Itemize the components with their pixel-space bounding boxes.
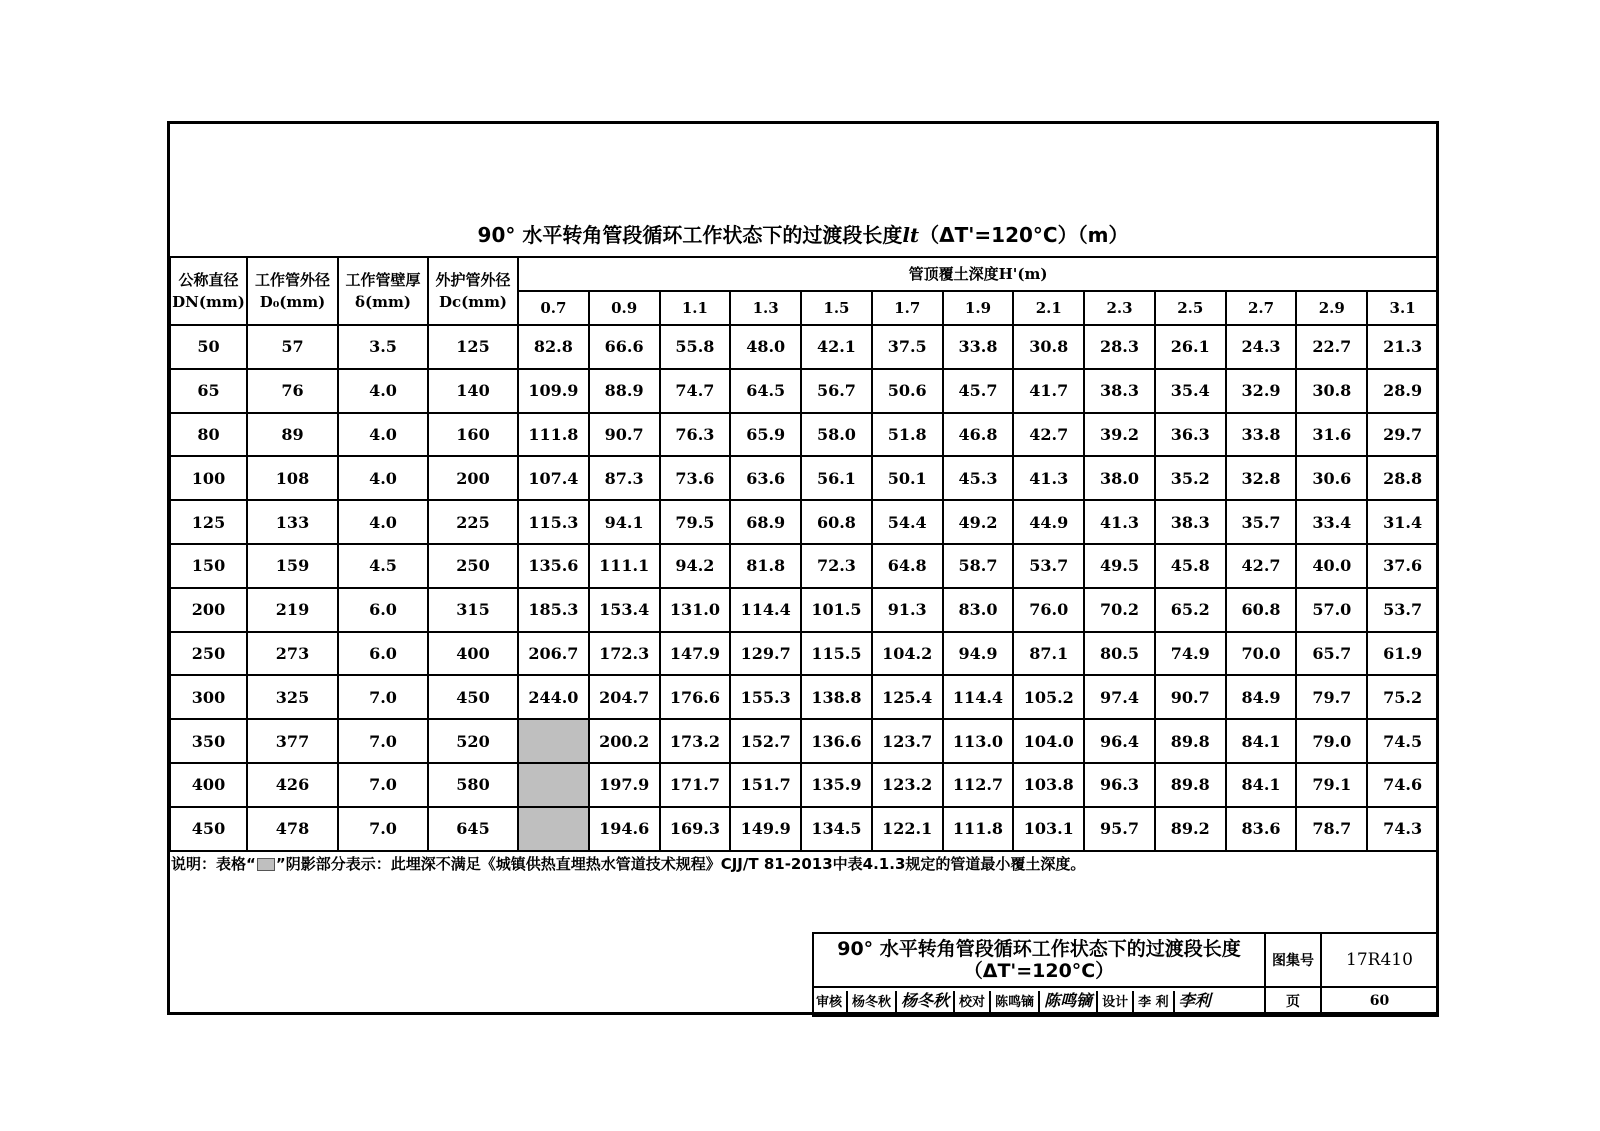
cell-length: 45.8	[1155, 544, 1226, 588]
cell-dc: 125	[428, 325, 518, 369]
cell-length: 173.2	[660, 719, 731, 763]
cell-do: 325	[247, 675, 338, 719]
cell-do: 273	[247, 632, 338, 676]
cell-length: 134.5	[801, 807, 872, 851]
cell-length: 101.5	[801, 588, 872, 632]
cell-length: 84.9	[1226, 675, 1297, 719]
cell-length: 28.3	[1084, 325, 1155, 369]
page-label: 页	[1265, 987, 1321, 1016]
cell-length: 49.5	[1084, 544, 1155, 588]
atlas-code: 17R410	[1321, 933, 1438, 987]
cell-length: 54.4	[872, 500, 943, 544]
cell-do: 478	[247, 807, 338, 851]
cell-length: 115.5	[801, 632, 872, 676]
cell-dn: 200	[170, 588, 247, 632]
cell-length: 135.9	[801, 763, 872, 807]
cell-length: 84.1	[1226, 719, 1297, 763]
cell-length: 89.2	[1155, 807, 1226, 851]
title-block	[812, 932, 1439, 1017]
cell-length: 78.7	[1296, 807, 1367, 851]
cell-length: 125.4	[872, 675, 943, 719]
cell-length: 76.3	[660, 413, 731, 457]
cell-length: 60.8	[1226, 588, 1297, 632]
cell-length: 31.6	[1296, 413, 1367, 457]
cell-length: 30.8	[1296, 369, 1367, 413]
note-text-after: ”阴影部分表示：此埋深不满足《城镇供热直埋热水管道技术规程》CJJ/T 81-2013中表4.1.3规定的管道最小覆土深度。	[275, 855, 1086, 873]
cell-length: 38.3	[1084, 369, 1155, 413]
cell-length: 244.0	[518, 675, 589, 719]
cell-length: 79.5	[660, 500, 731, 544]
cell-length: 114.4	[943, 675, 1014, 719]
shade-swatch	[257, 858, 275, 871]
cell-dn: 65	[170, 369, 247, 413]
cell-length: 149.9	[730, 807, 801, 851]
cell-length: 56.7	[801, 369, 872, 413]
cell-length: 114.4	[730, 588, 801, 632]
cell-length: 35.2	[1155, 456, 1226, 500]
cell-dn: 300	[170, 675, 247, 719]
header-do: 工作管外径D₀(mm)	[247, 257, 338, 325]
cell-length: 138.8	[801, 675, 872, 719]
cell-length: 38.3	[1155, 500, 1226, 544]
header-depth: 2.7	[1226, 291, 1297, 325]
cell-length: 200.2	[589, 719, 660, 763]
atlas-label: 图集号	[1265, 933, 1321, 987]
cell-length: 65.9	[730, 413, 801, 457]
header-dn: 公称直径DN(mm)	[170, 257, 247, 325]
cell-length: 96.4	[1084, 719, 1155, 763]
table-row	[170, 325, 1438, 369]
cell-length: 60.8	[801, 500, 872, 544]
cell-length: 79.1	[1296, 763, 1367, 807]
cell-wall: 4.0	[338, 413, 428, 457]
cell-dn: 400	[170, 763, 247, 807]
cell-do: 377	[247, 719, 338, 763]
cell-length: 26.1	[1155, 325, 1226, 369]
cell-length: 151.7	[730, 763, 801, 807]
header-depth: 0.7	[518, 291, 589, 325]
cell-length: 42.7	[1013, 413, 1084, 457]
header-wall: 工作管壁厚δ(mm)	[338, 257, 428, 325]
cell-do: 76	[247, 369, 338, 413]
cell-length: 104.2	[872, 632, 943, 676]
shaded-cell	[518, 807, 589, 851]
table-row	[170, 413, 1438, 457]
cell-length: 40.0	[1296, 544, 1367, 588]
table-row	[170, 369, 1438, 413]
cell-length: 72.3	[801, 544, 872, 588]
cell-length: 31.4	[1367, 500, 1438, 544]
cell-length: 70.0	[1226, 632, 1297, 676]
cell-dc: 580	[428, 763, 518, 807]
header-depth: 1.1	[660, 291, 731, 325]
check-label: 校对	[959, 995, 986, 1010]
title-block-line2: （ΔT'=120°C）	[963, 960, 1115, 982]
cell-length: 135.6	[518, 544, 589, 588]
cell-length: 79.0	[1296, 719, 1367, 763]
cell-dn: 350	[170, 719, 247, 763]
cell-length: 94.9	[943, 632, 1014, 676]
cell-length: 83.0	[943, 588, 1014, 632]
table-row	[170, 675, 1438, 719]
cell-length: 89.8	[1155, 719, 1226, 763]
page-number: 60	[1321, 987, 1438, 1016]
cell-wall: 4.0	[338, 369, 428, 413]
cell-length: 49.2	[943, 500, 1014, 544]
cell-length: 81.8	[730, 544, 801, 588]
cell-length: 28.8	[1367, 456, 1438, 500]
table-row	[170, 456, 1438, 500]
cell-dn: 50	[170, 325, 247, 369]
cell-length: 35.4	[1155, 369, 1226, 413]
cell-length: 105.2	[1013, 675, 1084, 719]
cell-length: 95.7	[1084, 807, 1155, 851]
cell-length: 123.2	[872, 763, 943, 807]
cell-wall: 3.5	[338, 325, 428, 369]
cell-length: 48.0	[730, 325, 801, 369]
header-depth: 1.7	[872, 291, 943, 325]
cell-length: 65.2	[1155, 588, 1226, 632]
header-depth: 2.9	[1296, 291, 1367, 325]
cell-length: 111.1	[589, 544, 660, 588]
cell-length: 197.9	[589, 763, 660, 807]
cell-length: 41.3	[1084, 500, 1155, 544]
cell-dc: 160	[428, 413, 518, 457]
cell-length: 64.5	[730, 369, 801, 413]
cell-dc: 450	[428, 675, 518, 719]
cell-length: 172.3	[589, 632, 660, 676]
shaded-cell	[518, 719, 589, 763]
cell-length: 42.1	[801, 325, 872, 369]
cell-length: 58.7	[943, 544, 1014, 588]
cell-do: 108	[247, 456, 338, 500]
cell-length: 129.7	[730, 632, 801, 676]
cell-length: 50.6	[872, 369, 943, 413]
table-row	[170, 588, 1438, 632]
cell-length: 83.6	[1226, 807, 1297, 851]
cell-length: 38.0	[1084, 456, 1155, 500]
cell-length: 82.8	[518, 325, 589, 369]
designer-signature: 李利	[1178, 991, 1211, 1010]
cell-length: 51.8	[872, 413, 943, 457]
cell-length: 147.9	[660, 632, 731, 676]
cell-length: 50.1	[872, 456, 943, 500]
cell-wall: 7.0	[338, 719, 428, 763]
cell-length: 41.7	[1013, 369, 1084, 413]
cell-length: 70.2	[1084, 588, 1155, 632]
cell-length: 63.6	[730, 456, 801, 500]
cell-length: 87.3	[589, 456, 660, 500]
cell-length: 33.4	[1296, 500, 1367, 544]
cell-length: 74.7	[660, 369, 731, 413]
cell-length: 80.5	[1084, 632, 1155, 676]
table-row	[170, 544, 1438, 588]
cell-dn: 125	[170, 500, 247, 544]
cell-length: 123.7	[872, 719, 943, 763]
cell-wall: 7.0	[338, 763, 428, 807]
cell-length: 90.7	[1155, 675, 1226, 719]
cell-length: 58.0	[801, 413, 872, 457]
cell-length: 112.7	[943, 763, 1014, 807]
cell-length: 46.8	[943, 413, 1014, 457]
table-row	[170, 632, 1438, 676]
title-symbol: lt	[902, 223, 920, 247]
cell-length: 42.7	[1226, 544, 1297, 588]
cell-length: 89.8	[1155, 763, 1226, 807]
cell-wall: 6.0	[338, 632, 428, 676]
transition-length-table	[169, 256, 1439, 852]
header-row-1	[170, 257, 1438, 291]
cell-length: 39.2	[1084, 413, 1155, 457]
cell-length: 53.7	[1013, 544, 1084, 588]
cell-length: 131.0	[660, 588, 731, 632]
cell-length: 115.3	[518, 500, 589, 544]
title-suffix: （ΔT'=120°C）（m）	[919, 223, 1129, 247]
header-dc: 外护管外径Dc(mm)	[428, 257, 518, 325]
cell-length: 65.7	[1296, 632, 1367, 676]
review-label: 审核	[816, 995, 843, 1010]
cell-do: 133	[247, 500, 338, 544]
header-depth: 1.3	[730, 291, 801, 325]
cell-length: 94.1	[589, 500, 660, 544]
cell-length: 96.3	[1084, 763, 1155, 807]
table-row	[170, 763, 1438, 807]
cell-dc: 140	[428, 369, 518, 413]
cell-dn: 100	[170, 456, 247, 500]
cell-length: 103.8	[1013, 763, 1084, 807]
table-row	[170, 719, 1438, 763]
cell-length: 74.5	[1367, 719, 1438, 763]
cell-length: 30.8	[1013, 325, 1084, 369]
cell-do: 57	[247, 325, 338, 369]
cell-length: 76.0	[1013, 588, 1084, 632]
signature-row	[813, 987, 1265, 1016]
cell-length: 61.9	[1367, 632, 1438, 676]
cell-dc: 400	[428, 632, 518, 676]
cell-dc: 520	[428, 719, 518, 763]
cell-length: 68.9	[730, 500, 801, 544]
table-row	[170, 807, 1438, 851]
table-row	[170, 500, 1438, 544]
title-block-title	[813, 933, 1265, 987]
cell-length: 97.4	[1084, 675, 1155, 719]
cell-length: 90.7	[589, 413, 660, 457]
cell-length: 136.6	[801, 719, 872, 763]
cell-dn: 250	[170, 632, 247, 676]
cell-dn: 150	[170, 544, 247, 588]
header-depth: 2.1	[1013, 291, 1084, 325]
cell-length: 122.1	[872, 807, 943, 851]
header-depth: 3.1	[1367, 291, 1438, 325]
note-text-before: 说明：表格“	[171, 855, 256, 873]
cell-length: 204.7	[589, 675, 660, 719]
cell-length: 24.3	[1226, 325, 1297, 369]
cell-length: 152.7	[730, 719, 801, 763]
cell-dc: 645	[428, 807, 518, 851]
cell-length: 153.4	[589, 588, 660, 632]
cell-length: 44.9	[1013, 500, 1084, 544]
cell-length: 111.8	[943, 807, 1014, 851]
header-depth: 1.9	[943, 291, 1014, 325]
cell-length: 21.3	[1367, 325, 1438, 369]
cell-dc: 250	[428, 544, 518, 588]
cell-length: 29.7	[1367, 413, 1438, 457]
cell-length: 111.8	[518, 413, 589, 457]
cell-length: 28.9	[1367, 369, 1438, 413]
cell-dc: 200	[428, 456, 518, 500]
cell-length: 84.1	[1226, 763, 1297, 807]
designer-name: 李 利	[1138, 995, 1169, 1010]
header-depth: 2.5	[1155, 291, 1226, 325]
cell-length: 74.9	[1155, 632, 1226, 676]
cell-length: 37.5	[872, 325, 943, 369]
cell-dc: 225	[428, 500, 518, 544]
cell-length: 185.3	[518, 588, 589, 632]
cell-length: 32.9	[1226, 369, 1297, 413]
cell-wall: 4.5	[338, 544, 428, 588]
cell-length: 37.6	[1367, 544, 1438, 588]
cell-length: 176.6	[660, 675, 731, 719]
cell-length: 22.7	[1296, 325, 1367, 369]
title-block-line1: 90° 水平转角管段循环工作状态下的过渡段长度	[837, 938, 1241, 960]
checker-name: 陈鸣镝	[995, 995, 1035, 1010]
cell-length: 75.2	[1367, 675, 1438, 719]
cell-length: 171.7	[660, 763, 731, 807]
cell-do: 159	[247, 544, 338, 588]
cell-length: 155.3	[730, 675, 801, 719]
cell-do: 219	[247, 588, 338, 632]
header-depth: 2.3	[1084, 291, 1155, 325]
cell-wall: 6.0	[338, 588, 428, 632]
cell-length: 57.0	[1296, 588, 1367, 632]
table-title	[167, 222, 1439, 248]
cell-wall: 4.0	[338, 500, 428, 544]
cell-dn: 80	[170, 413, 247, 457]
cell-wall: 4.0	[338, 456, 428, 500]
title-text: 90° 水平转角管段循环工作状态下的过渡段长度	[477, 223, 903, 247]
cell-length: 206.7	[518, 632, 589, 676]
header-depth-group: 管顶覆土深度H'(m)	[518, 257, 1438, 291]
cell-length: 73.6	[660, 456, 731, 500]
cell-length: 104.0	[1013, 719, 1084, 763]
header-depth: 0.9	[589, 291, 660, 325]
cell-length: 88.9	[589, 369, 660, 413]
cell-length: 109.9	[518, 369, 589, 413]
cell-dc: 315	[428, 588, 518, 632]
cell-length: 45.3	[943, 456, 1014, 500]
reviewer-signature: 杨冬秋	[901, 991, 950, 1010]
cell-length: 41.3	[1013, 456, 1084, 500]
cell-length: 64.8	[872, 544, 943, 588]
shaded-cell	[518, 763, 589, 807]
cell-length: 66.6	[589, 325, 660, 369]
reviewer-name: 杨冬秋	[852, 995, 892, 1010]
cell-do: 426	[247, 763, 338, 807]
cell-do: 89	[247, 413, 338, 457]
cell-length: 103.1	[1013, 807, 1084, 851]
cell-length: 45.7	[943, 369, 1014, 413]
checker-signature: 陈鸣镝	[1044, 991, 1093, 1010]
cell-length: 35.7	[1226, 500, 1297, 544]
cell-length: 169.3	[660, 807, 731, 851]
cell-length: 53.7	[1367, 588, 1438, 632]
note	[171, 853, 1085, 874]
cell-length: 32.8	[1226, 456, 1297, 500]
cell-length: 194.6	[589, 807, 660, 851]
table-body	[170, 325, 1438, 851]
cell-length: 55.8	[660, 325, 731, 369]
cell-length: 33.8	[943, 325, 1014, 369]
cell-length: 36.3	[1155, 413, 1226, 457]
cell-length: 87.1	[1013, 632, 1084, 676]
cell-wall: 7.0	[338, 807, 428, 851]
cell-length: 74.3	[1367, 807, 1438, 851]
cell-length: 94.2	[660, 544, 731, 588]
design-label: 设计	[1102, 995, 1129, 1010]
cell-length: 33.8	[1226, 413, 1297, 457]
cell-length: 107.4	[518, 456, 589, 500]
cell-wall: 7.0	[338, 675, 428, 719]
cell-length: 79.7	[1296, 675, 1367, 719]
cell-dn: 450	[170, 807, 247, 851]
cell-length: 56.1	[801, 456, 872, 500]
cell-length: 74.6	[1367, 763, 1438, 807]
cell-length: 30.6	[1296, 456, 1367, 500]
cell-length: 91.3	[872, 588, 943, 632]
header-depth: 1.5	[801, 291, 872, 325]
cell-length: 113.0	[943, 719, 1014, 763]
